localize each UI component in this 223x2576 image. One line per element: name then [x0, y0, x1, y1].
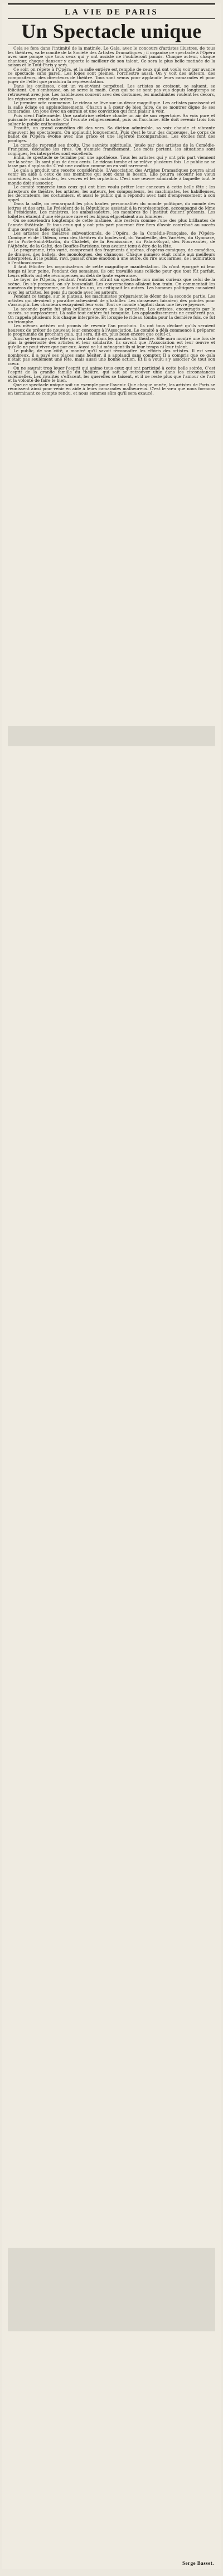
kicker-rule [8, 18, 215, 19]
top-rule [8, 3, 215, 5]
article-paragraph: On ne saurait trop louer l'esprit qui anime tous ceux qui ont participé à cette belle soirée. C'est l'esprit de la grande famille du théâtre, qui sait se retrouver unie dans les circonstances solennelles. Les rivalités s'effacent, les querelles se taisent, et il ne reste plus que l'amour de l'art et la volonté de faire le bien. [8, 365, 215, 383]
article-paragraph: On se souviendra longtemps de cette matinée. Elle restera comme l'une des plus brillantes de l'année théâtrale. Et tous ceux qui y ont pris part pourront être fiers d'avoir contribué au succès d'une œuvre si belle et si utile. [8, 218, 215, 232]
scan-shading [8, 726, 215, 746]
article-paragraph: La seconde partie fut plus brillante encore que la première. Les artistes, encouragés par le succès, se surpassèrent. La salle tout entière fut conquise. Les applaudissements ne cessèrent pas. On rappela plusieurs fois chaque interprète. Et lorsque le rideau tomba pour la dernière fois, ce fut un triomphe. [8, 306, 215, 324]
article-paragraph: Dans la salle, on remarquait les plus hautes personnalités du monde politique, du monde des lettres et des arts. Le Président de la République assistait à la représentation, accompagné de Mme la Présidente. Les ministres, les ambassadeurs, les membres de l'Institut étaient présents. Les toilettes étaient d'une élégance rare et les bijoux étincelaient aux lumières. [8, 201, 215, 219]
article-paragraph: Le programme, très varié, comprenait des fragments d'opéras, d'opéras-comiques, de comédies, de drames, des ballets, des monologues, des chansons. Chaque numéro était confié aux meilleurs interprètes. Et le public, ravi, passait d'une émotion à une autre, du rire aux larmes, de l'admiration à l'enthousiasme. [8, 247, 215, 265]
scan-shading [8, 2248, 215, 2331]
article-paragraph: Il faut féliciter les organisateurs de cette magnifique manifestation. Ils n'ont épargné ni leur temps ni leur peine. Pendant des semaines, ils ont travaillé sans relâche pour que tout fût parfait. Leurs efforts ont été récompensés au delà de toute espérance. [8, 264, 215, 278]
article-paragraph: Le premier acte commence. Le rideau se lève sur un décor magnifique. Les artistes paraissent et la salle éclate en applaudissements. Chacun a à cœur de bien faire, de se montrer digne de ses camarades. On joue avec un entrain et une conviction qui font plaisir à voir. [8, 100, 215, 114]
section-kicker: LA VIE DE PARIS [65, 8, 158, 17]
article-paragraph: Le comité remercie tous ceux qui ont bien voulu prêter leur concours à cette belle fête : les directeurs de théâtre, les artistes, les auteurs, les compositeurs, les machinistes, les habilleuses, les décorateurs, les costumiers, et aussi le public qui a répondu avec tant d'empressement à son appel. [8, 184, 215, 202]
article-paragraph: Enfin, le spectacle se termine par une apothéose. Tous les artistes qui y ont pris part viennent sur la scène. Ils sont plus de deux cents. Le rideau tombe et se relève plusieurs fois. Le public ne se lasse pas d'applaudir. C'est une ovation comme on en voit rarement. [8, 155, 215, 169]
article-paragraph: La comédie reprend ses droits. Une saynète spirituelle, jouée par des artistes de la Comédie-Française, déchaîne les rires. On s'amuse franchement. Les mots portent, les situations sont comiques, les interprètes sont excellents. [8, 142, 215, 156]
article-paragraph: Puis vient l'intermède. Une cantatrice célèbre chante un air de son répertoire. Sa voix pure et puissante remplit la salle. On l'écoute religieusement, puis on l'acclame. Elle doit revenir trois fois saluer le public enthousiasmé. [8, 113, 215, 127]
article-paragraph: Le public, de son côté, a montré qu'il savait reconnaître les efforts des artistes. Il est venu nombreux, il a payé ses places sans hésiter, il a applaudi sans compter. Il a compris que ce gala n'était pas seulement une fête, mais aussi une bonne action. Et il a voulu s'y associer de tout son cœur. [8, 348, 215, 367]
article-paragraph: Les artistes des théâtres subventionnés, de l'Opéra, de la Comédie-Française, de l'Opéra-Comique et de l'Odéon, ceux des théâtres du boulevard, du Vaudeville, des Variétés, du Gymnase, de la Porte-Saint-Martin, du Châtelet, de la Renaissance, du Palais-Royal, des Nouveautés, de l'Athénée, de la Gaîté, des Bouffes-Parisiens, tous avaient tenu à être de la fête. [8, 231, 215, 249]
article-paragraph: Les mêmes artistes ont promis de revenir l'an prochain. Ils ont tous déclaré qu'ils seraient heureux de prêter de nouveau leur concours à l'Association. Le comité a déjà commencé à préparer le programme du prochain gala, qui sera, dit-on, plus beau encore que celui-ci. [8, 323, 215, 337]
article-paragraph: Pendant ce temps, sur le plateau, les machinistes préparaient le décor de la seconde partie. Les artistes qui devaient y paraître achevaient de s'habiller. Les danseuses faisaient des pointes pour s'assouplir. Les chanteurs essayaient leur voix. Tout ce monde s'agitait dans une fièvre joyeuse. [8, 294, 215, 308]
newspaper-page [2, 3, 221, 2569]
article-signature: Serge Basset. [182, 2560, 214, 2566]
article-paragraph: Ce soir, on répète à l'Opéra, et la salle entière est remplie de ceux qui ont voulu voir par avance ce spectacle sans pareil. Les loges sont pleines, l'orchestre aussi. On y voit des auteurs, des compositeurs, des directeurs de théâtre. Tous sont venus pour applaudir leurs camarades et pour juger de l'effet que produira la représentation. [8, 66, 215, 85]
article-paragraph: Le gala a produit une recette considérable. L'Association des Artistes Dramatiques pourra ainsi venir en aide à ceux de ses membres qui sont dans le besoin. Elle pourra secourir les vieux comédiens, les malades, les veuves et les orphelins. C'est une œuvre admirable à laquelle tout le monde doit s'associer. [8, 167, 215, 186]
article-headline: Un Spectacle unique [21, 20, 202, 42]
article-paragraph: Ainsi se termine cette fête qui fera date dans les annales du théâtre. Elle aura montré une fois de plus la générosité des artistes et leur solidarité. Ils savent que l'Association est leur œuvre et qu'elle ne peut vivre que par eux. Aussi ne lui ménagent-ils ni leur temps ni leur talent. [8, 336, 215, 349]
article-paragraph: Que ce spectacle unique soit un exemple pour l'avenir. Que chaque année, les artistes de Paris se réunissent ainsi pour venir en aide à leurs camarades malheureux. C'est le vœu que nous formons en terminant ce compte rendu, et nous sommes sûrs qu'il sera exaucé. [8, 382, 215, 396]
article-paragraph: Cela se fera dans l'intimité de la matinée. Le Gala, avec le concours d'artistes illustres, de tous les théâtres, va le comité de la Société des Artistes Dramatiques ; il organise ce spectacle à l'Opéra avec une pompe que tous ceux qui y ont assisté ne l'oublieront jamais. Chaque acteur, chaque chanteur, chaque danseur y apporte le meilleur de son talent. Ce sera la plus belle matinée de la saison et le Tout-Paris y sera. [8, 46, 215, 68]
article-paragraph: Ensuite, un grand comédien dit des vers. Sa diction admirable, sa voix chaude et vibrante émeuvent les spectateurs. On applaudit longuement. Puis c'est le tour des danseuses. Le corps de ballet de l'Opéra évolue avec une grâce et une légèreté incomparables. Les étoiles font des prodiges. [8, 125, 215, 144]
article-paragraph: Le foyer de l'Opéra, pendant l'entracte, offrait un spectacle non moins curieux que celui de la scène. On s'y pressait, on s'y bousculait. Les conversations allaient bon train. On commentait les numéros du programme, on louait les uns, on critiquait les autres. Les hommes politiques causaient avec les artistes, les gens du monde avec les auteurs. [8, 277, 215, 295]
article-body [8, 46, 215, 2538]
article-paragraph: Dans les coulisses, c'est un va-et-vient perpétuel. Les artistes se croisent, se saluent, se félicitent. On s'embrasse, on se serre la main. Ceux qui ne se sont pas vus depuis longtemps se retrouvent avec joie. Les habilleuses courent avec des costumes, les machinistes roulent les décors, les régisseurs crient des ordres. [8, 83, 215, 101]
